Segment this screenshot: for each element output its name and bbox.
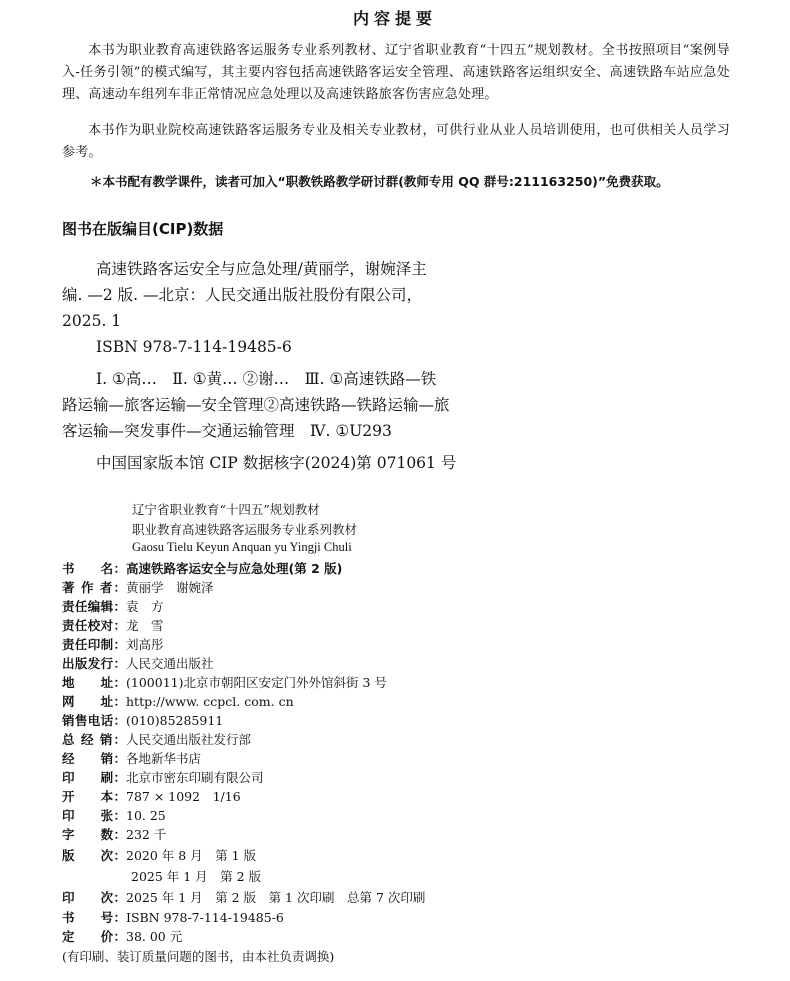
impression-label: 印 次： — [62, 890, 126, 905]
colophon-row-phone — [62, 711, 223, 730]
printing-manager-value: 刘高彤 — [126, 637, 164, 652]
website-value: http://www. ccpcl. com. cn — [126, 694, 294, 709]
impression-value: 2025 年 1 月 第 2 版 第 1 次印刷 总第 7 次印刷 — [126, 890, 426, 905]
courseware-note: ＊本书配有教学课件，读者可加入“职教铁路教学研讨群(教师专用 QQ 群号:211163250)”免费获取。 — [90, 174, 669, 189]
cip-line-1: 高速铁路客运安全与应急处理/黄丽学，谢婉泽主 — [96, 260, 427, 278]
website-label: 网 址： — [62, 694, 126, 709]
colophon-row-proofreader — [62, 616, 164, 635]
edition-label: 版 次： — [62, 848, 126, 863]
colophon-row-editor — [62, 597, 164, 616]
sheets-value: 10. 25 — [126, 808, 166, 823]
cip-heading: 图书在版编目(CIP)数据 — [62, 220, 224, 238]
price-label: 定 价： — [62, 929, 126, 944]
colophon-row-edition — [62, 846, 256, 865]
cip-record-number: 中国国家版本馆 CIP 数据核字(2024)第 071061 号 — [96, 454, 457, 472]
colophon-row-impression — [62, 888, 425, 907]
colophon-row-price — [62, 927, 182, 946]
address-label: 地 址： — [62, 675, 126, 690]
authors-label: 著 作 者： — [62, 580, 126, 595]
cip-line-2: 编. —2 版. —北京：人民交通出版社股份有限公司， — [62, 286, 422, 304]
cip-line-3: 2025. 1 — [62, 312, 122, 330]
authors-value: 黄丽学 谢婉泽 — [126, 580, 214, 595]
retail-label: 经 销： — [62, 751, 126, 766]
publisher-label: 出版发行： — [62, 656, 126, 671]
format-value: 787 × 1092 1/16 — [126, 789, 241, 804]
colophon-row-isbn — [62, 908, 284, 927]
isbn-value: ISBN 978-7-114-19485-6 — [126, 910, 284, 925]
proofreader-label: 责任校对： — [62, 618, 126, 633]
format-label: 开 本： — [62, 789, 126, 804]
cip-isbn: ISBN 978-7-114-19485-6 — [96, 338, 292, 356]
cip-classification-3: 客运输—突发事件—交通运输管理 Ⅳ. ①U293 — [62, 422, 392, 440]
edition-value-1: 2020 年 8 月 第 1 版 — [126, 848, 257, 863]
printer-label: 印 刷： — [62, 770, 126, 785]
summary-paragraph-2: 本书作为职业院校高速铁路客运服务专业及相关专业教材，可供行业从业人员培训使用，也可供相关人员学习参考。 — [62, 123, 730, 160]
sheets-label: 印 张： — [62, 808, 126, 823]
pinyin-title: Gaosu Tielu Keyun Anquan yu Yingji Chuli — [132, 540, 352, 554]
printer-value: 北京市密东印刷有限公司 — [126, 770, 264, 785]
book-name-label: 书 名： — [62, 561, 126, 576]
edition-value-2: 2025 年 1 月 第 2 版 — [131, 869, 262, 884]
distributor-value: 人民交通出版社发行部 — [126, 732, 252, 747]
colophon-row-address — [62, 673, 387, 692]
book-name-value: 高速铁路客运安全与应急处理(第 2 版) — [126, 561, 343, 576]
distributor-label: 总 经 销： — [62, 732, 126, 747]
colophon-row-website — [62, 692, 294, 711]
colophon-row-format — [62, 787, 241, 806]
phone-value: (010)85285911 — [126, 713, 224, 728]
colophon-row-printing-manager — [62, 635, 164, 654]
summary-paragraph-1: 本书为职业教育高速铁路客运服务专业系列教材、辽宁省职业教育“十四五”规划教材。全书按照项目“案例导入-任务引领”的模式编写，其主要内容包括高速铁路客运安全管理、高速铁路客运组织安全、高速铁路车站应急处理、高速动车组列车非正常情况应急处理以及高速铁路旅客伤害应急处理。 — [62, 43, 730, 102]
price-value: 38. 00 元 — [126, 929, 183, 944]
colophon-row-retail — [62, 749, 201, 768]
colophon-row-sheets — [62, 806, 166, 825]
colophon-row-publisher — [62, 654, 214, 673]
editor-label: 责任编辑： — [62, 599, 126, 614]
publisher-value: 人民交通出版社 — [126, 656, 214, 671]
retail-value: 各地新华书店 — [126, 751, 202, 766]
colophon-row-authors — [62, 578, 214, 597]
words-label: 字 数： — [62, 827, 126, 842]
quality-notice: (有印刷、装订质量问题的图书，由本社负责调换) — [62, 949, 335, 964]
cip-classification-1: Ⅰ. ①高… Ⅱ. ①黄… ②谢… Ⅲ. ①高速铁路—铁 — [96, 370, 437, 388]
page-title: 内容提要 — [352, 9, 437, 28]
editor-value: 袁 方 — [126, 599, 164, 614]
series-line-1: 辽宁省职业教育“十四五”规划教材 — [132, 502, 320, 517]
isbn-label: 书 号： — [62, 910, 126, 925]
words-value: 232 千 — [126, 827, 167, 842]
colophon-row-words — [62, 825, 166, 844]
colophon-row-distributor — [62, 730, 251, 749]
colophon-row-printer — [62, 768, 264, 787]
colophon-row-book-name — [62, 559, 342, 578]
printing-manager-label: 责任印制： — [62, 637, 126, 652]
series-line-2: 职业教育高速铁路客运服务专业系列教材 — [132, 522, 358, 537]
phone-label: 销售电话： — [62, 713, 126, 728]
address-value: (100011)北京市朝阳区安定门外外馆斜街 3 号 — [126, 675, 387, 690]
cip-classification-2: 路运输—旅客运输—安全管理②高速铁路—铁路运输—旅 — [62, 396, 450, 414]
proofreader-value: 龙 雪 — [126, 618, 164, 633]
